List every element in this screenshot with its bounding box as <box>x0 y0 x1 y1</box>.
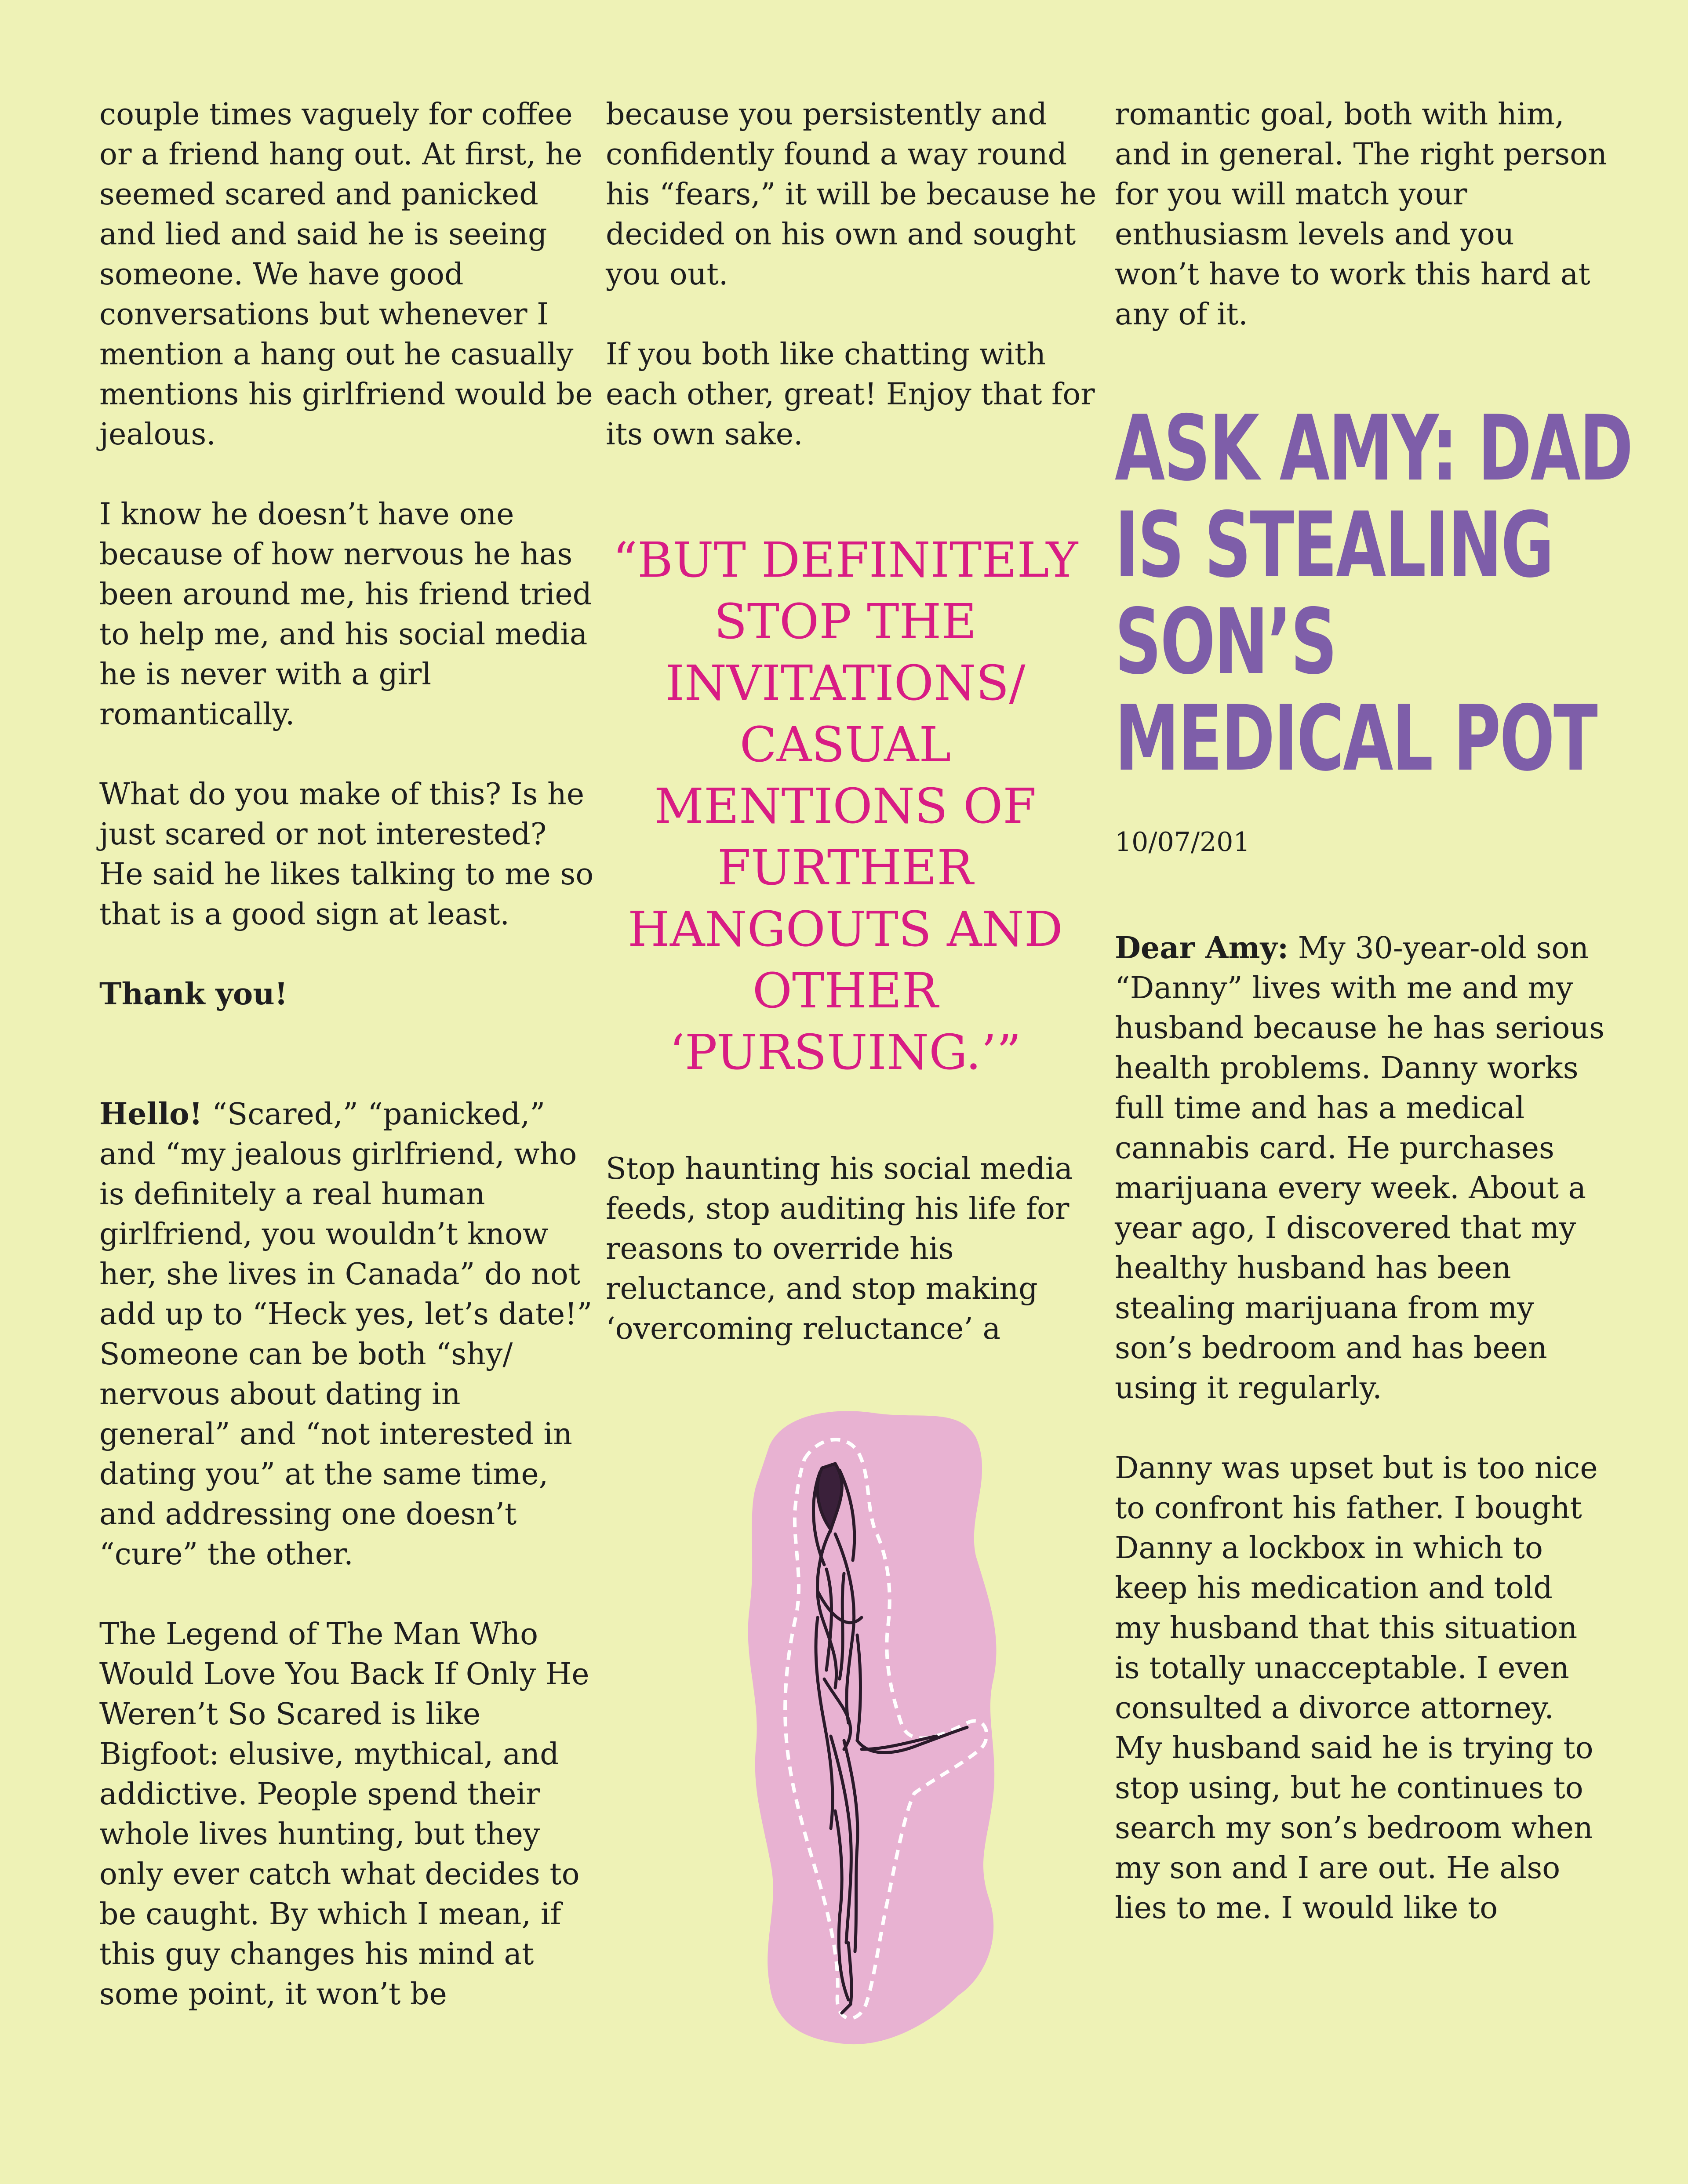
paragraph: If you both like chatting with each other, great! Enjoy that for its own sake. <box>606 337 1095 452</box>
paragraph: I know he doesn’t have one because of how nervous he has been around me, his friend tried to help me, and his social media he is never with a girl romantically. <box>99 497 592 732</box>
paragraph: Stop haunting his social media feeds, stop auditing his life for reasons to override his reluctance, and stop making ‘overcoming reluctance’ a <box>606 1152 1073 1346</box>
letter-lead: Dear Amy: <box>1115 930 1289 966</box>
woman-sketch-illustration <box>730 1371 1015 2057</box>
reply-paragraph <box>99 1094 596 1334</box>
paragraph: Danny was upset but is too nice to confront his father. I bought Danny a lockbox in which to keep his medication and told my husband that this situation is totally unacceptable. I even consulted a divorce attorney. My husband said he is trying to stop using, but he continues to search my son’s bedroom when my son and I are out. He also lies to me. I would like to <box>1115 1451 1598 1926</box>
paragraph: Someone can be both “shy/ nervous about dating in general” and “not interested in dating you” at the same time, and addressing one doesn’t “cure” the other. <box>99 1337 572 1572</box>
letter-paragraph <box>1115 928 1607 1408</box>
pull-quote: “BUT DEFINITELY STOP THE INVITATIONS/ CASUAL MENTIONS OF FURTHER HANGOUTS AND OTHER ‘PURSUING.’” <box>612 532 1078 1080</box>
paragraph: The Legend of The Man Who Would Love You Back If Only He Weren’t So Scared is like Bigfoot: elusive, mythical, and addictive. People spend their whole lives hunting, but they only ever catch what decides to be caught. By which I mean, if this guy changes his mind at some point, it won’t be <box>99 1617 589 2012</box>
reply-text: “Scared,” “panicked,” and “my jealous girlfriend, who is definitely a real human girlfriend, you wouldn’t know her, she lives in Canada” do not add up to “Heck yes, let’s date!” <box>99 1097 593 1332</box>
column-2 <box>606 94 1102 1389</box>
signoff: Thank you! <box>99 977 288 1012</box>
paragraph: because you persistently and confidently found a way round his “fears,” it will be because he decided on his own and sought you out. <box>606 97 1097 292</box>
column-1 <box>99 94 596 2054</box>
paragraph: What do you make of this? Is he just scared or not interested? He said he likes talking to me so that is a good sign at least. <box>99 777 594 932</box>
paragraph: romantic goal, both with him, and in general. The right person for you will match your enthusiasm levels and you won’t have to work this hard at any of it. <box>1115 97 1607 332</box>
reply-lead: Hello! <box>99 1097 203 1132</box>
article-date: 10/07/201 <box>1115 827 1250 858</box>
paragraph: couple times vaguely for coffee or a friend hang out. At first, he seemed scared and panicked and lied and said he is seeing someone. We have good conversations but whenever I mention a hang out he casually mentions his girlfriend would be jealous. <box>99 97 593 452</box>
article-headline: ASK AMY: DAD IS STEALING SON’S MEDICAL POT <box>1115 396 1632 791</box>
column-3 <box>1115 94 1632 1968</box>
letter-text: My 30-year-old son “Danny” lives with me and my husband because he has serious health problems. Danny works full time and has a medical cannabis card. He purchases marijuana every week. About a year ago, I discovered that my healthy husband has been stealing marijuana from my son’s bedroom and has been using it regularly. <box>1115 931 1604 1406</box>
